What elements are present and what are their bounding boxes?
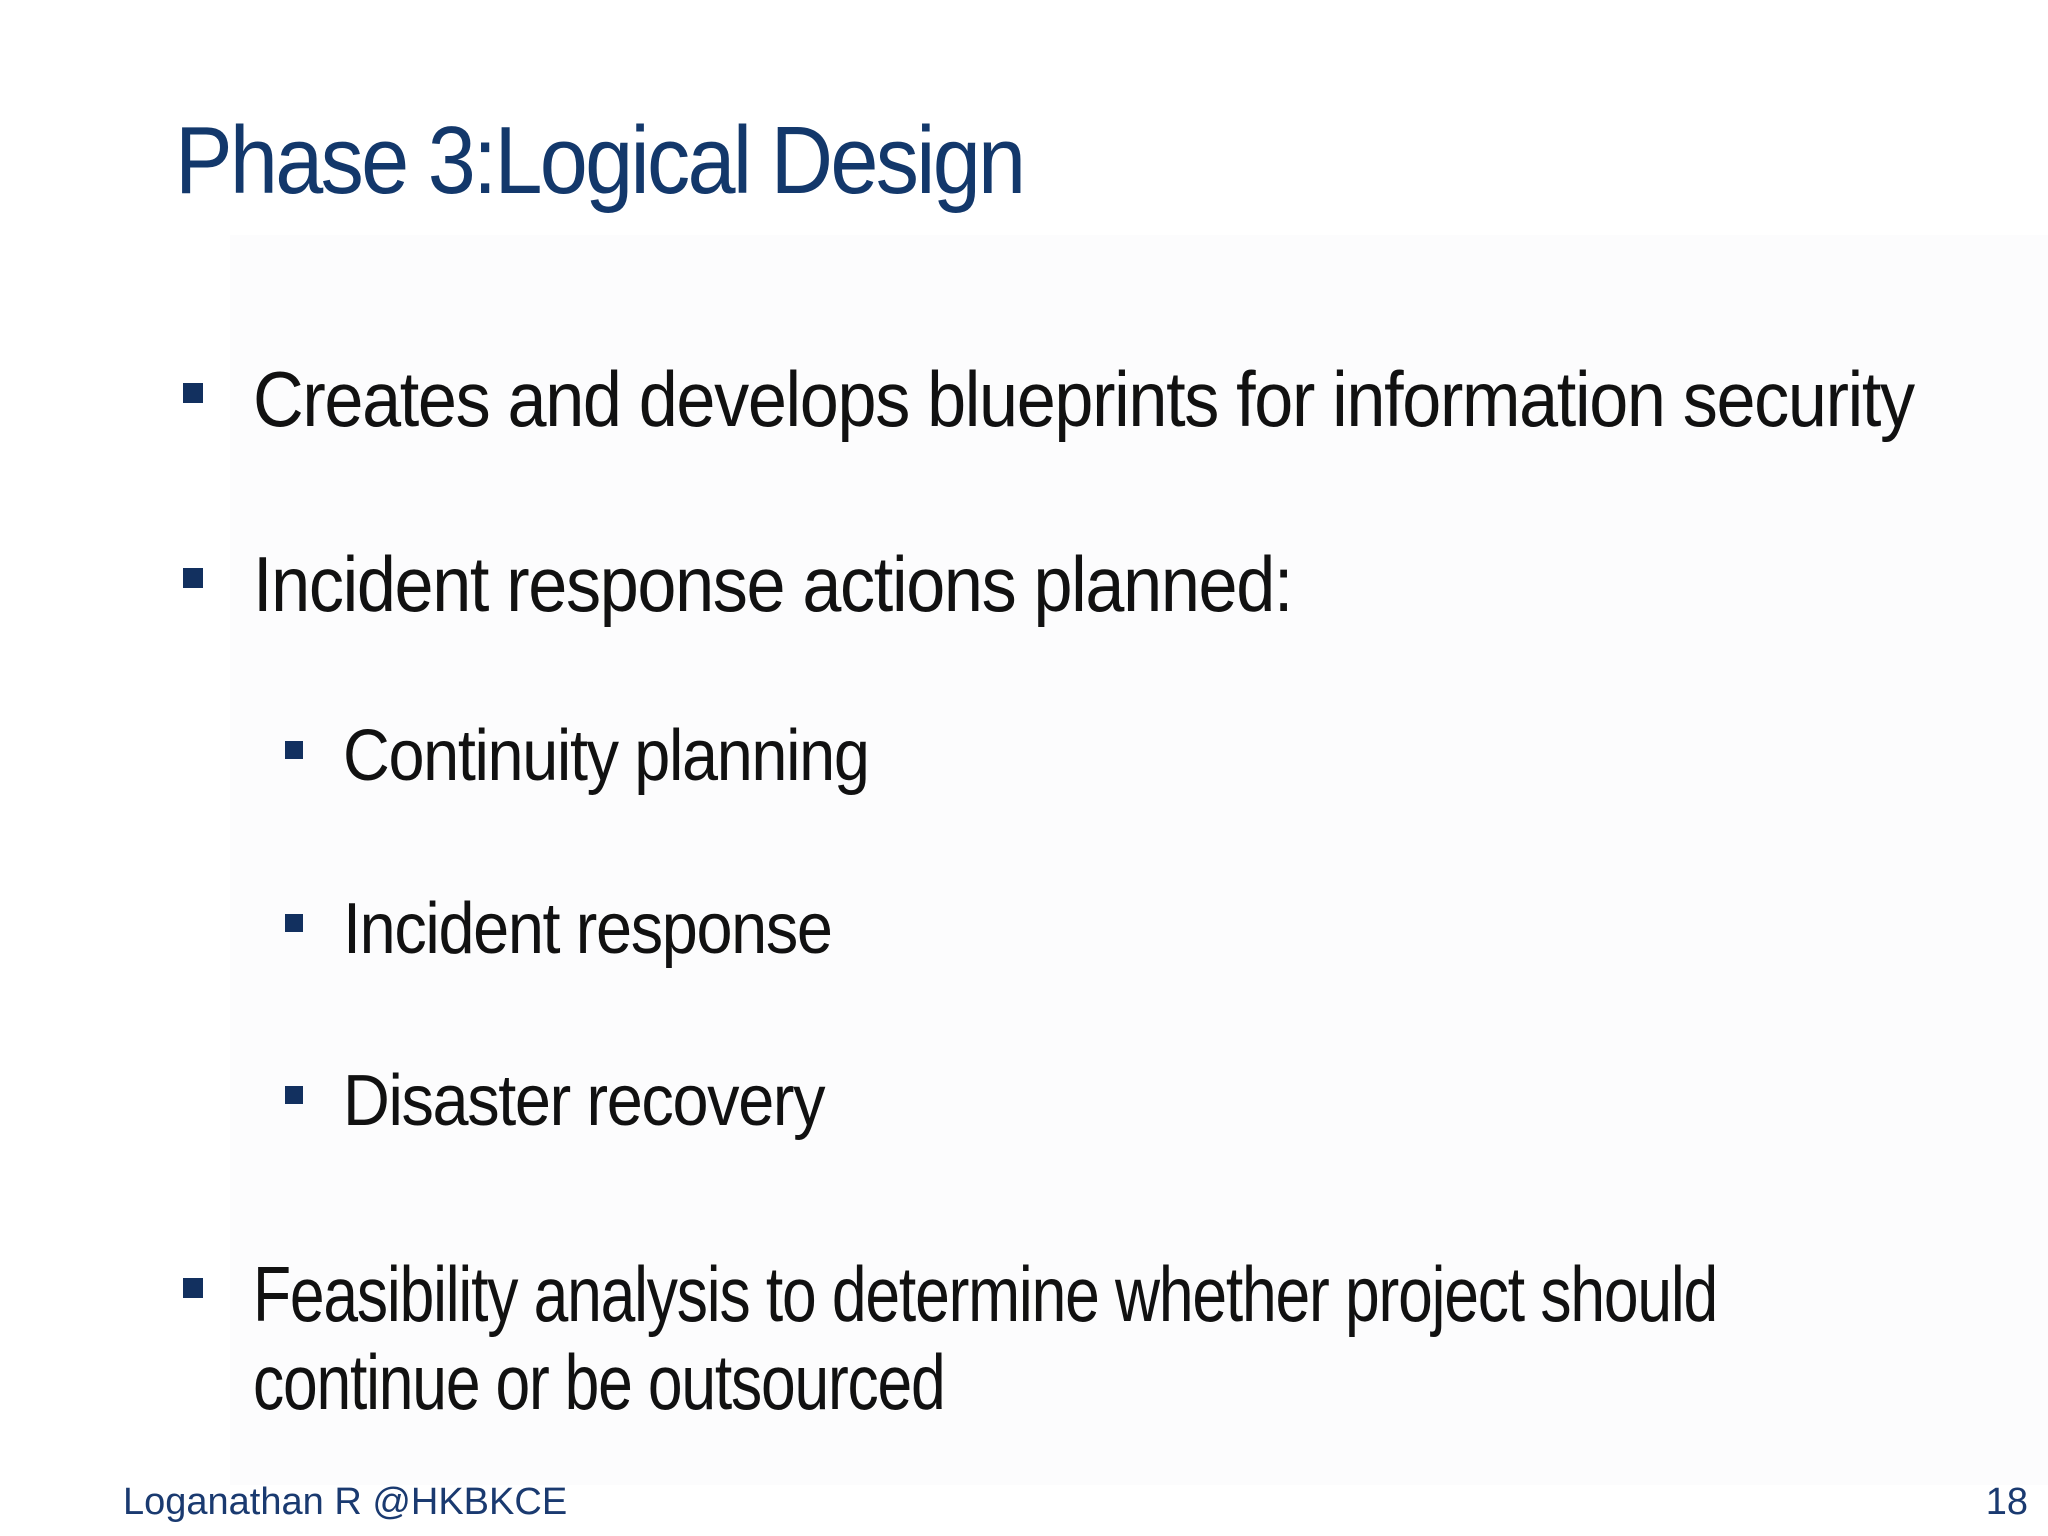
sub-bullet-text: Incident response: [343, 889, 832, 969]
bullet-text: Incident response actions planned:: [253, 540, 1293, 628]
slide-title: Phase 3:Logical Design: [175, 107, 1024, 214]
sub-bullet-text: Disaster recovery: [343, 1061, 825, 1141]
sub-bullet-item: [285, 1060, 878, 1142]
sub-bullet-item: [285, 715, 927, 797]
sub-bullet-item: [285, 888, 886, 970]
square-bullet-icon: [183, 383, 203, 403]
square-bullet-icon: [285, 914, 303, 932]
bullet-item: [183, 540, 1408, 628]
square-bullet-icon: [183, 1278, 203, 1298]
square-bullet-icon: [285, 1086, 303, 1104]
bullet-item: [183, 1250, 203, 1298]
square-bullet-icon: [285, 741, 303, 759]
bullet-text: Creates and develops blueprints for information security: [253, 355, 1914, 443]
footer-author: Loganathan R @HKBKCE: [123, 1481, 568, 1523]
slide-number: 18: [1985, 1481, 2028, 1523]
square-bullet-icon: [183, 568, 203, 588]
bullet-text: Feasibility analysis to determine whether project should continue or be outsourced: [253, 1250, 1717, 1426]
bullet-item: [183, 355, 2048, 443]
sub-bullet-text: Continuity planning: [343, 716, 869, 796]
